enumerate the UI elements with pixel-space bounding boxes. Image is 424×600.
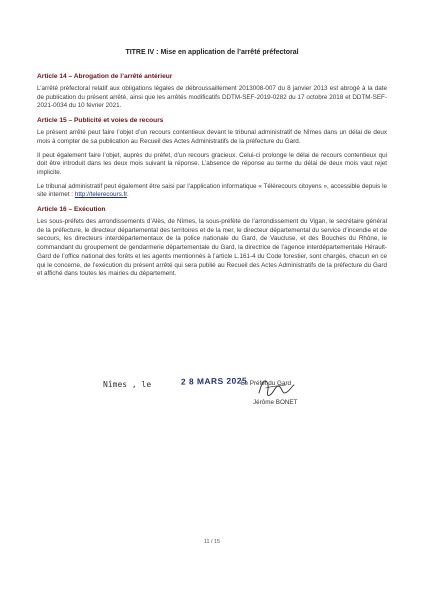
section-title: TITRE IV : Mise en application de l’arrêté préfectoral — [125, 49, 299, 56]
signer-name: Jérôme BONET — [253, 399, 298, 406]
article-15-paragraph-3-text: Le tribunal administratif peut également être saisi par l’application informatique « Télérecours citoyens », accessible depuis le site internet : — [37, 182, 387, 199]
signature-block — [0, 374, 424, 414]
article-16-paragraph: Les sous-préfets des arrondissements d’Alès, de Nîmes, la sous-préfète de l’arrondissement du Vigan, le secrétaire général de la préfecture, le directeur départemental des territoires et de la mer, le directeur départemental du service d’incendie et de secours, les directeurs interdépartementaux de la police nationale du Gard, de Vaucluse, et des Bouches du Rhône, le commandant du groupement de gendarmerie départementale du Gard, la directrice de l’agence interdépartementale Hérault-Gard de l’office national des forêts et les agents mentionnés à l’article L.161-4 du Code forestier, sont chargés, chacun en ce qui le concerne, de l’exécution du présent arrêté qui sera publié au Recueil des Actes Administratifs de la préfecture du Gard et affiché dans toutes les mairies du département. — [37, 218, 387, 278]
signature-place: Nîmes , le — [103, 380, 152, 389]
article-15-heading: Article 15 – Publicité et voies de recours — [37, 117, 164, 125]
link-suffix: . — [126, 191, 129, 199]
article-15-paragraph-1: Le présent arrêté peut faire l’objet d’un recours contentieux devant le tribunal administratif de Nîmes dans un délai de deux mois à compter de sa publication au Recueil des Actes Administratifs de la préfecture du Gard. — [37, 129, 387, 145]
document-body — [37, 73, 387, 279]
signer-role: Le Préfet du Gard — [241, 380, 292, 387]
article-14-heading: Article 14 – Abrogation de l’arrêté antérieur — [37, 73, 173, 80]
handwritten-signature — [256, 373, 296, 401]
date-stamp: 2 8 MARS 2025 — [180, 375, 248, 387]
article-16-heading: Article 16 – Exécution — [37, 206, 106, 214]
page-number: 11 / 15 — [203, 539, 221, 545]
telerecours-link[interactable]: http://telerecours.fr — [74, 191, 127, 199]
article-15-paragraph-2: Il peut également faire l’objet, auprès du préfet, d’un recours gracieux. Celui-ci prolonge le délai de recours contentieux qui doit être introduit dans les deux mois suivant la réponse. L’absence de réponse au terme du délai de deux mois vaut rejet implicite. — [37, 151, 387, 176]
article-15-paragraph-3 — [37, 183, 387, 200]
article-14-paragraph: L’arrêté préfectoral relatif aux obligations légales de débroussaillement 2013008-007 du 8 janvier 2013 est abrogé à la date de publication du présent arrêté, ainsi que les arrêtés modificatifs DDTM-SEF-2019-0282 du 17 octobre 2018 et DDTM-SEF-2021-0034 du 10 février 2021. — [37, 85, 387, 110]
